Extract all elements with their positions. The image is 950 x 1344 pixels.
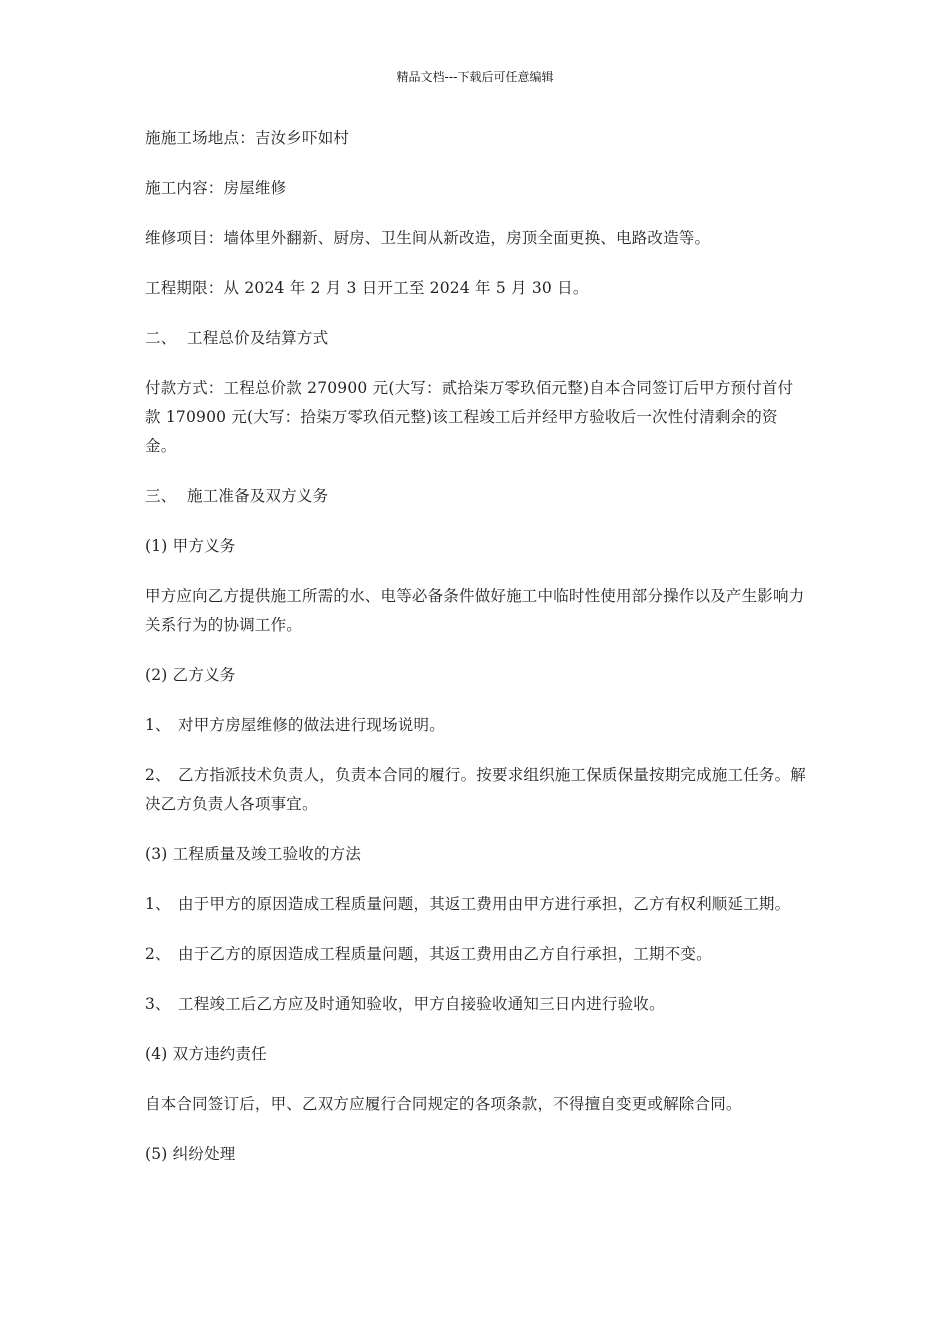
paragraph-payment-method: 付款方式：工程总价款 270900 元(大写：贰拾柒万零玖佰元整)自本合同签订后甲方预付首付款 170900 元(大写：拾柒万零玖佰元整)该工程竣工后并经甲方验收后一次性付清剩余的资金。 — [145, 379, 794, 455]
item-text: 由于甲方的原因造成工程质量问题，其返工费用由甲方进行承担，乙方有权利顺延工期。 — [178, 895, 791, 913]
item-number: 2、 — [145, 945, 171, 963]
list-item — [145, 990, 807, 1019]
section-heading-obligations — [145, 482, 807, 511]
item-text: 由于乙方的原因造成工程质量问题，其返工费用由乙方自行承担，工期不变。 — [178, 945, 712, 963]
list-item — [145, 711, 807, 740]
page-header-watermark: 精品文档---下载后可任意编辑 — [396, 70, 554, 84]
document-body — [145, 124, 807, 1190]
item-text: 工程竣工后乙方应及时通知验收，甲方自接验收通知三日内进行验收。 — [178, 995, 665, 1013]
subheading-party-b-obligations: (2) 乙方义务 — [145, 666, 236, 684]
list-item — [145, 761, 807, 819]
section-title: 施工准备及双方义务 — [187, 487, 329, 505]
subheading-party-a-obligations: (1) 甲方义务 — [145, 537, 236, 555]
section-number: 三、 — [145, 487, 177, 505]
subheading-breach-liability: (4) 双方违约责任 — [145, 1045, 267, 1063]
subheading-quality-acceptance: (3) 工程质量及竣工验收的方法 — [145, 845, 362, 863]
item-number: 1、 — [145, 895, 171, 913]
paragraph-site-location: 施施工场地点：吉汝乡吓如村 — [145, 129, 350, 147]
paragraph-repair-items: 维修项目：墙体里外翻新、厨房、卫生间从新改造，房顶全面更换、电路改造等。 — [145, 229, 711, 247]
list-item — [145, 940, 807, 969]
paragraph-construction-content: 施工内容：房屋维修 — [145, 179, 287, 197]
section-title: 工程总价及结算方式 — [187, 329, 329, 347]
paragraph-project-period: 工程期限：从 2024 年 2 月 3 日开工至 2024 年 5 月 30 日。 — [145, 279, 589, 297]
paragraph-party-a-obligations: 甲方应向乙方提供施工所需的水、电等必备条件做好施工中临时性使用部分操作以及产生影响力关系行为的协调工作。 — [145, 587, 805, 634]
paragraph-breach-liability: 自本合同签订后，甲、乙双方应履行合同规定的各项条款，不得擅自变更或解除合同。 — [145, 1095, 742, 1113]
item-text: 乙方指派技术负责人，负责本合同的履行。按要求组织施工保质保量按期完成施工任务。解决乙方负责人各项事宜。 — [145, 766, 807, 813]
section-heading-payment — [145, 324, 807, 353]
item-number: 3、 — [145, 995, 171, 1013]
item-number: 1、 — [145, 716, 171, 734]
item-number: 2、 — [145, 766, 171, 784]
section-number: 二、 — [145, 329, 177, 347]
list-item — [145, 890, 807, 919]
item-text: 对甲方房屋维修的做法进行现场说明。 — [178, 716, 445, 734]
subheading-dispute-resolution: (5) 纠纷处理 — [145, 1145, 236, 1163]
